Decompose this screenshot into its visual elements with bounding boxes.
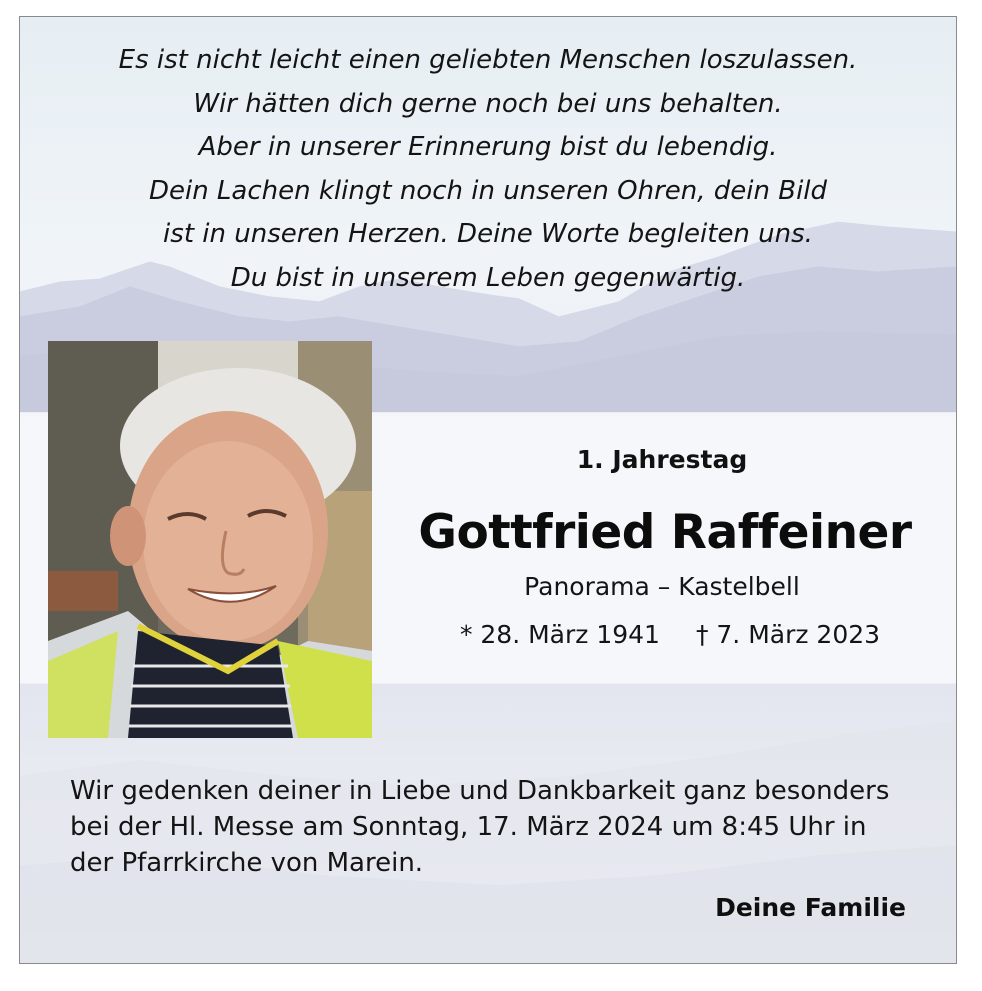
portrait-photo xyxy=(48,341,372,738)
signature: Deine Familie xyxy=(715,893,906,922)
location-text: Panorama – Kastelbell xyxy=(524,572,800,601)
memorial-line: der Pfarrkirche von Marein. xyxy=(70,848,424,878)
memorial-text xyxy=(70,773,930,881)
memorial-line: bei der Hl. Messe am Sonntag, 17. März 2024 um 8:45 Uhr in xyxy=(70,812,867,842)
life-dates xyxy=(440,620,900,649)
memorial-line: Wir gedenken deiner in Liebe und Dankbarkeit ganz besonders xyxy=(70,776,890,806)
obituary-card xyxy=(19,16,957,964)
poem-line: Aber in unserer Erinnerung bist du lebendig. xyxy=(198,132,778,162)
death-date: † 7. März 2023 xyxy=(695,620,881,649)
poem-line: Du bist in unserem Leben gegenwärtig. xyxy=(230,262,746,293)
birth-date: * 28. März 1941 xyxy=(459,620,660,649)
occasion-heading: 1. Jahrestag xyxy=(576,445,748,474)
deceased-name: Gottfried Raffeiner xyxy=(418,505,912,560)
poem xyxy=(20,39,956,300)
poem-line: ist in unseren Herzen. Deine Worte begleiten uns. xyxy=(163,219,813,249)
poem-line: Es ist nicht leicht einen geliebten Menschen loszulassen. xyxy=(118,45,858,75)
poem-line: Dein Lachen klingt noch in unseren Ohren, dein Bild xyxy=(148,175,828,206)
poem-line: Wir hätten dich gerne noch bei uns behalten. xyxy=(193,88,783,119)
